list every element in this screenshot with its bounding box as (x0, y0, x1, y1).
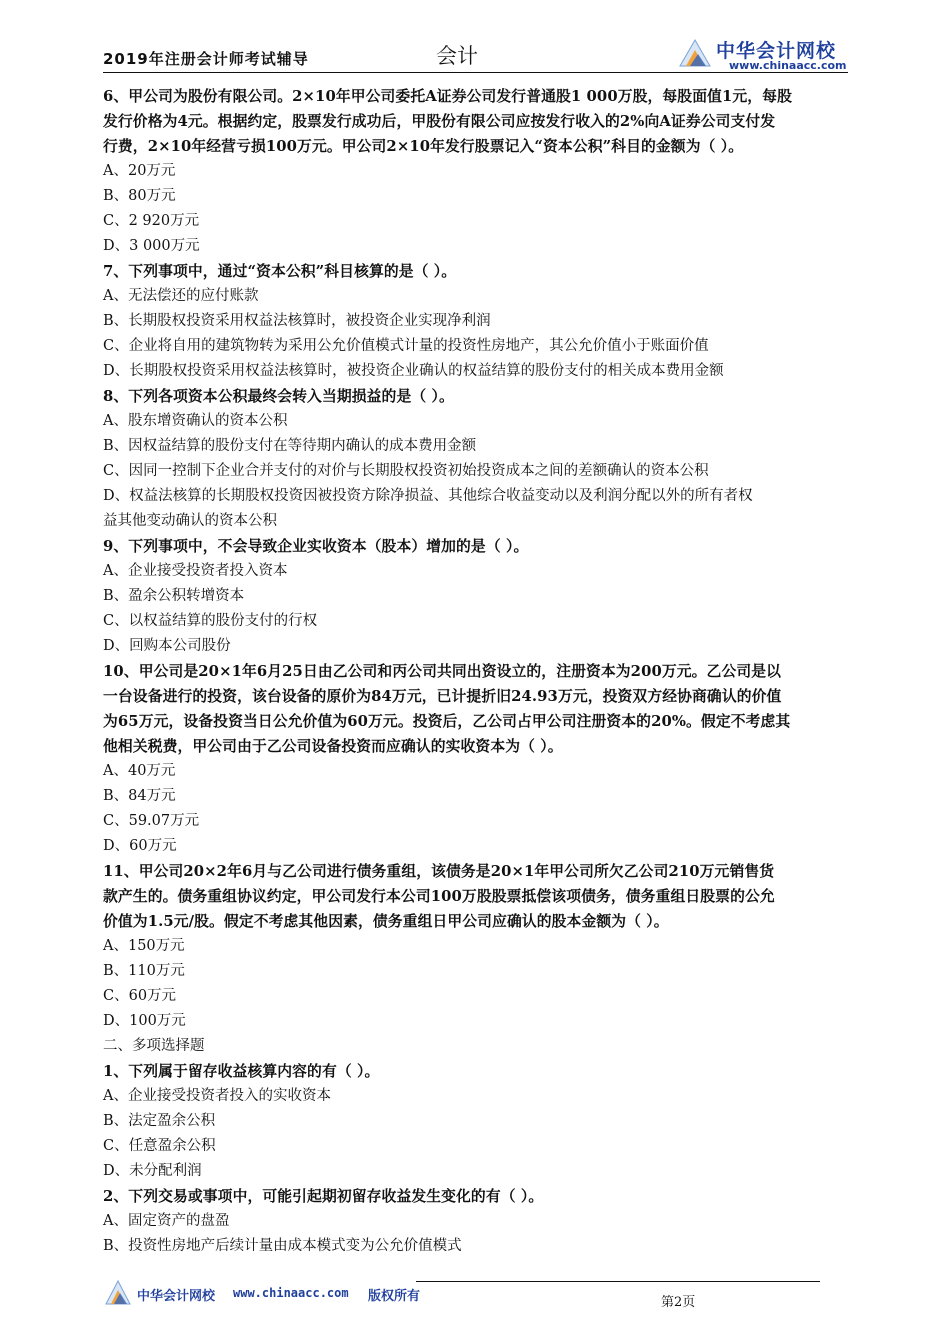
option-line: A、固定资产的盘盈 (103, 1213, 230, 1229)
question-line: 他相关税费，甲公司由于乙公司设备投资而应确认的实收资本为（ ）。 (103, 738, 563, 755)
option-line: B、投资性房地产后续计量由成本模式变为公允价值模式 (103, 1238, 462, 1254)
option-line: C、因同一控制下企业合并支付的对价与长期股权投资初始投资成本之间的差额确认的资本公积 (103, 463, 709, 479)
question-line: 发行价格为4元。根据约定，股票发行成功后，甲股份有限公司应按发行收入的2%向A证券公司支付发 (103, 113, 776, 130)
footer-brand: 中华会计网校 (137, 1289, 216, 1304)
logo-triangle-icon (676, 38, 714, 68)
option-line: B、因权益结算的股份支付在等待期内确认的成本费用金额 (103, 438, 477, 454)
footer-divider (416, 1281, 820, 1282)
option-line: B、80万元 (103, 188, 176, 204)
question-body (103, 84, 850, 1259)
option-line: D、100万元 (103, 1013, 186, 1029)
question-line: 1、下列属于留存收益核算内容的有（ ）。 (103, 1063, 380, 1080)
page-header (103, 36, 848, 74)
page-number: 第2页 (661, 1295, 696, 1310)
option-line: D、未分配利润 (103, 1163, 202, 1179)
question-line: 10、甲公司是20×1年6月25日由乙公司和丙公司共同出资设立的，注册资本为200万元。乙公司是以 (103, 663, 782, 680)
subject-title: 会计 (436, 44, 478, 68)
question-line: 8、下列各项资本公积最终会转入当期损益的是（ ）。 (103, 388, 454, 405)
logo (676, 36, 851, 72)
option-line: 益其他变动确认的资本公积 (103, 513, 277, 529)
question-line: 9、下列事项中，不会导致企业实收资本（股本）增加的是（ ）。 (103, 538, 529, 555)
option-line: A、40万元 (103, 763, 176, 779)
option-line: D、长期股权投资采用权益法核算时，被投资企业确认的权益结算的股份支付的相关成本费用金额 (103, 363, 724, 379)
question-line: 6、甲公司为股份有限公司。2×10年甲公司委托A证券公司发行普通股1 000万股，每股面值1元，每股 (103, 88, 792, 105)
option-line: B、长期股权投资采用权益法核算时，被投资企业实现净利润 (103, 313, 491, 329)
question-line: 行费，2×10年经营亏损100万元。甲公司2×10年发行股票记入“资本公积”科目的金额为（ ）。 (103, 138, 744, 155)
option-line: C、企业将自用的建筑物转为采用公允价值模式计量的投资性房地产，其公允价值小于账面价值 (103, 338, 709, 354)
option-line: B、84万元 (103, 788, 176, 804)
option-line: D、回购本公司股份 (103, 638, 231, 654)
question-line: 7、下列事项中，通过“资本公积”科目核算的是（ ）。 (103, 263, 457, 280)
option-line: D、权益法核算的长期股权投资因被投资方除净损益、其他综合收益变动以及利润分配以外的所有者权 (103, 488, 753, 504)
question-line: 11、甲公司20×2年6月与乙公司进行债务重组，该债务是20×1年甲公司所欠乙公司210万元销售货 (103, 863, 775, 880)
logo-name: 中华会计网校 (716, 40, 837, 62)
option-line: A、企业接受投资者投入的实收资本 (103, 1088, 331, 1104)
header-divider (103, 72, 848, 73)
question-line: 为65万元，设备投资当日公允价值为60万元。投资后，乙公司占甲公司注册资本的20%。假定不考虑其 (103, 713, 791, 730)
option-line: A、无法偿还的应付账款 (103, 288, 259, 304)
option-line: B、法定盈余公积 (103, 1113, 216, 1129)
option-line: C、以权益结算的股份支付的行权 (103, 613, 318, 629)
option-line: B、110万元 (103, 963, 185, 979)
question-line: 一台设备进行的投资，该台设备的原价为84万元，已计提折旧24.93万元，投资双方经协商确认的价值 (103, 688, 782, 705)
option-line: A、20万元 (103, 163, 176, 179)
option-line: 二、多项选择题 (103, 1038, 205, 1054)
option-line: C、59.07万元 (103, 813, 200, 829)
option-line: B、盈余公积转增资本 (103, 588, 245, 604)
option-line: D、60万元 (103, 838, 177, 854)
question-line: 款产生的。债务重组协议约定，甲公司发行本公司100万股股票抵偿该项债务，债务重组日股票的公允 (103, 888, 775, 905)
footer-rights: 版权所有 (368, 1289, 421, 1304)
page-footer (103, 1278, 848, 1308)
option-line: C、任意盈余公积 (103, 1138, 216, 1154)
footer-url[interactable]: www.chinaacc.com (233, 1286, 349, 1300)
option-line: C、2 920万元 (103, 213, 200, 229)
question-line: 价值为1.5元/股。假定不考虑其他因素，债务重组日甲公司应确认的股本金额为（ ）。 (103, 913, 669, 930)
question-line: 2、下列交易或事项中，可能引起期初留存收益发生变化的有（ ）。 (103, 1188, 544, 1205)
option-line: A、股东增资确认的资本公积 (103, 413, 288, 429)
option-line: A、150万元 (103, 938, 185, 954)
exam-title: 2019年注册会计师考试辅导 (103, 50, 309, 68)
logo-url: www.chinaacc.com (729, 59, 847, 72)
option-line: C、60万元 (103, 988, 177, 1004)
option-line: D、3 000万元 (103, 238, 200, 254)
footer-logo-icon (103, 1278, 133, 1306)
option-line: A、企业接受投资者投入资本 (103, 563, 288, 579)
